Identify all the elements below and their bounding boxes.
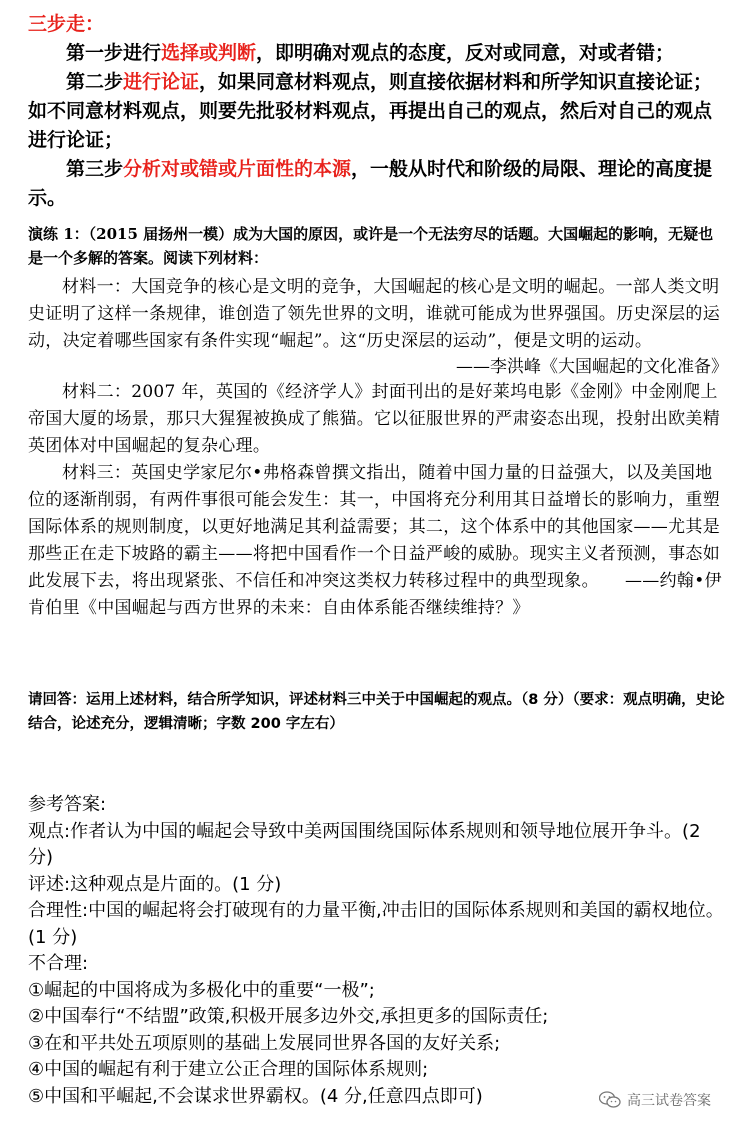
brand-badge	[599, 1090, 711, 1110]
question: 请回答：运用上述材料，结合所学知识，评述材料三中关于中国崛起的观点。（8 分）（要求：观点明确，史论结合，论述充分，逻辑清晰；字数 200 字左右）	[28, 692, 725, 732]
answer-view: 观点:作者认为中国的崛起会导致中美两国围绕国际体系规则和领导地位展开争斗。(2 分)	[28, 820, 701, 868]
material-two: 材料二：2007 年，英国的《经济学人》封面刊出的是好莱坞电影《金刚》中金刚爬上帝国大厦的场景，那只大猩猩被换成了熊猫。它以征服世界的严肃姿态出现，投射出欧美精英团体对中国崛起的复杂心理。	[28, 382, 720, 456]
step-three-prefix: 第三步	[66, 158, 124, 180]
material-one: 材料一：大国竞争的核心是文明的竞争，大国崛起的核心是文明的崛起。一部人类文明史证明了这样一条规律，谁创造了领先世界的文明，谁就可能成为世界强国。历史深层的运动，决定着哪些国家有条件实现“崛起”。这“历史深层的运动”，便是文明的运动。	[28, 277, 720, 351]
method-steps	[28, 10, 728, 213]
step-three-highlight: 分析对或错或片面性的本源	[123, 158, 352, 180]
answer-reasonable: 合理性:中国的崛起将会打破现有的力量平衡,冲击旧的国际体系规则和美国的霸权地位。(1 分)	[28, 900, 724, 948]
step-one	[28, 39, 728, 68]
step-two-highlight: 进行论证	[123, 71, 200, 93]
answer-heading: 参考答案:	[28, 794, 107, 815]
answer-point: ①崛起的中国将成为多极化中的重要“一极”;	[28, 979, 375, 1001]
step-three	[28, 155, 728, 213]
material-one-source: ——李洪峰《大国崛起的文化准备》	[456, 357, 728, 377]
answer-point: ⑤中国和平崛起,不会谋求世界霸权。(4 分,任意四点即可)	[28, 1085, 483, 1107]
steps-title: 三步走：	[28, 13, 105, 35]
reference-answer	[28, 792, 728, 1110]
step-two-prefix: 第二步	[66, 71, 124, 93]
step-three-text: ，一般从时代和阶级的局限、理论的高度提示。	[28, 158, 713, 209]
answer-point: ③在和平共处五项原则的基础上发展同世界各国的友好关系;	[28, 1032, 501, 1054]
brand-name: 高三试卷答案	[627, 1093, 711, 1109]
practice-section	[28, 222, 728, 622]
answer-comment: 评述:这种观点是片面的。(1 分)	[28, 873, 282, 895]
answer-point: ②中国奉行“不结盟”政策,积极开展多边外交,承担更多的国际责任;	[28, 1006, 549, 1027]
step-one-text: ，即明确对观点的态度，反对或同意，对或者错；	[256, 42, 675, 64]
step-one-prefix: 第一步进行	[66, 42, 162, 64]
step-two-text: ，如果同意材料观点，则直接依据材料和所学知识直接论证；如不同意材料观点，则要先批驳材料观点，再提出自己的观点，然后对自己的观点进行论证；	[28, 71, 713, 151]
answer-point: ④中国的崛起有利于建立公正合理的国际体系规则;	[28, 1059, 429, 1080]
answer-unreasonable-label: 不合理:	[28, 953, 89, 974]
wechat-icon	[599, 1091, 621, 1109]
practice-intro: 演练 1：（2015 届扬州一模）成为大国的原因，或许是一个无法穷尽的话题。大国崛起的影响，无疑也是一个多解的答案。阅读下列材料：	[28, 225, 714, 267]
material-three: 材料三：英国史学家尼尔•弗格森曾撰文指出，随着中国力量的日益强大，以及美国地位的逐渐削弱，有两件事很可能会发生：其一，中国将充分利用其日益增长的影响力，重塑国际体系的规则制度，以更好地满足其利益需要；其二，这个体系中的其他国家——尤其是那些正在走下坡路的霸主——将把中国看作一个日益严峻的威胁。现实主义者预测，事态如此发展下去，将出现紧张、不信任和冲突这类权力转移过程中的典型现象。 ——约翰•伊肯伯里《中国崛起与西方世界的未来：自由体系能否继续维持？》	[28, 463, 722, 618]
step-one-highlight: 选择或判断	[161, 42, 257, 64]
step-two	[28, 68, 728, 155]
